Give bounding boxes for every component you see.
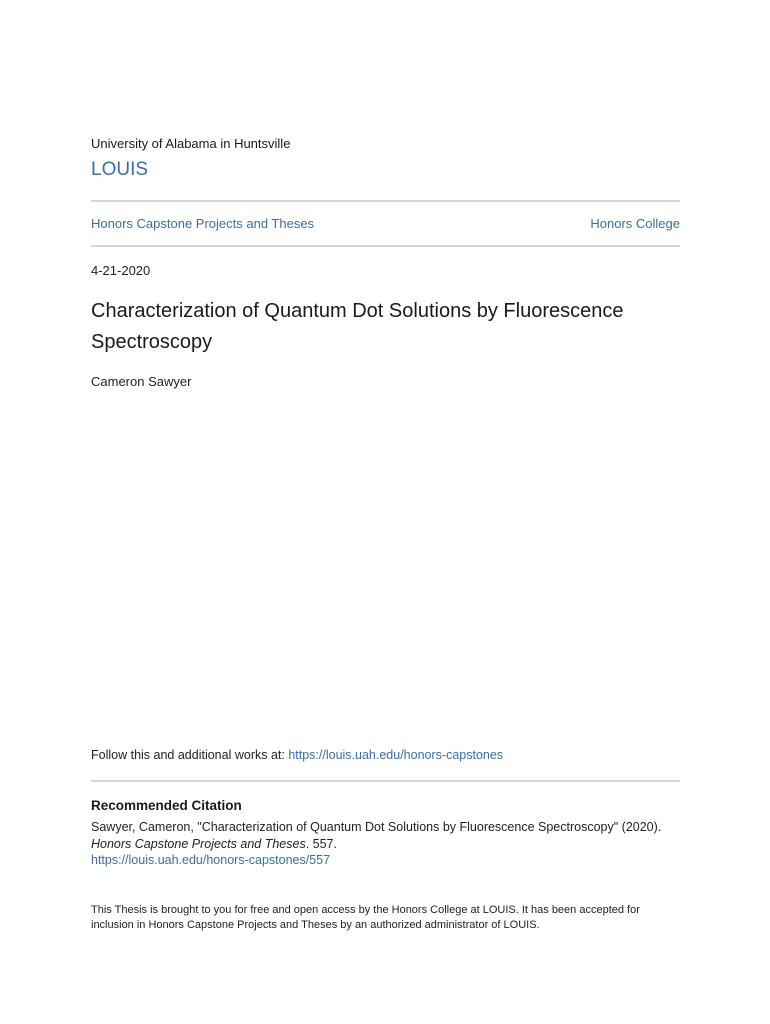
citation-heading: Recommended Citation	[91, 798, 242, 813]
divider-bottom	[91, 780, 680, 782]
document-title: Characterization of Quantum Dot Solutions by Fluorescence Spectroscopy	[91, 300, 624, 353]
author-name: Cameron Sawyer	[91, 374, 192, 389]
divider-middle	[91, 245, 680, 247]
citation-number: . 557.	[305, 836, 337, 851]
series-link[interactable]: Honors Capstone Projects and Theses	[91, 216, 315, 231]
follow-prefix: Follow this and additional works at:	[91, 748, 289, 762]
follow-url-link[interactable]: https://louis.uah.edu/honors-capstones	[288, 748, 504, 762]
citation-block	[91, 819, 691, 869]
department-link[interactable]: Honors College	[590, 216, 680, 231]
publication-date: 4-21-2020	[91, 263, 151, 278]
repository-link[interactable]: LOUIS	[91, 159, 149, 180]
institution-name: University of Alabama in Huntsville	[91, 136, 291, 151]
citation-line-2	[91, 836, 691, 853]
divider-top	[91, 200, 680, 202]
citation-line-1: Sawyer, Cameron, "Characterization of Quantum Dot Solutions by Fluorescence Spectroscopy" (2020).	[91, 820, 662, 834]
citation-series: Honors Capstone Projects and Theses	[91, 836, 306, 851]
citation-url-link[interactable]: https://louis.uah.edu/honors-capstones/557	[91, 853, 331, 867]
access-notice: This Thesis is brought to you for free and open access by the Honors College at LOUIS. It has been accepted for inclusion in Honors Capstone Projects and Theses by an authorized administrator of LOUIS.	[91, 904, 640, 931]
follow-line	[91, 748, 503, 762]
